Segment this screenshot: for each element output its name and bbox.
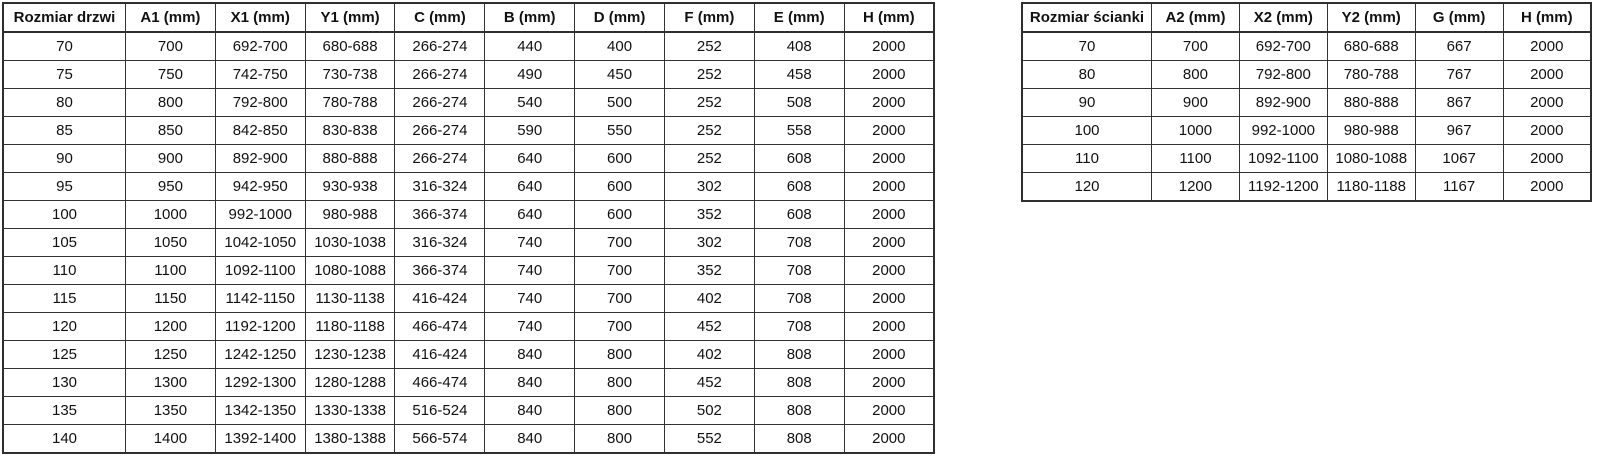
table-cell: 967 [1415, 117, 1503, 145]
table-cell: 892-900 [215, 145, 305, 173]
table-cell: 800 [575, 369, 665, 397]
table-row [1022, 32, 1591, 61]
table-cell: 740 [485, 257, 575, 285]
table-row [1022, 173, 1591, 202]
table-cell: 266-274 [395, 117, 485, 145]
table-cell: 1000 [1152, 117, 1240, 145]
table-row [3, 229, 934, 257]
table-cell: 1330-1338 [305, 397, 395, 425]
table-cell: 780-788 [305, 89, 395, 117]
table-cell: 1242-1250 [215, 341, 305, 369]
table-cell: 840 [485, 369, 575, 397]
header-row [3, 3, 934, 32]
table-cell: 266-274 [395, 145, 485, 173]
table-cell: 780-788 [1327, 61, 1415, 89]
table-cell: 740 [485, 285, 575, 313]
table-cell: 135 [3, 397, 126, 425]
table-cell: 452 [664, 369, 754, 397]
table-cell: 1230-1238 [305, 341, 395, 369]
table-cell: 708 [754, 229, 844, 257]
table-cell: 1250 [126, 341, 216, 369]
table-cell: 550 [575, 117, 665, 145]
table-cell: 1142-1150 [215, 285, 305, 313]
table-cell: 808 [754, 369, 844, 397]
table-cell: 600 [575, 201, 665, 229]
table-row [3, 425, 934, 454]
table-cell: 850 [126, 117, 216, 145]
table-cell: 100 [3, 201, 126, 229]
header-row [1022, 3, 1591, 32]
table-cell: 600 [575, 145, 665, 173]
table-row [3, 285, 934, 313]
table-cell: 742-750 [215, 61, 305, 89]
table-row [1022, 89, 1591, 117]
table-cell: 1180-1188 [305, 313, 395, 341]
table-cell: 252 [664, 145, 754, 173]
table-cell: 408 [754, 32, 844, 61]
table-cell: 1150 [126, 285, 216, 313]
table-cell: 1400 [126, 425, 216, 454]
table-cell: 1000 [126, 201, 216, 229]
table-cell: 1350 [126, 397, 216, 425]
table-cell: 808 [754, 341, 844, 369]
table-cell: 892-900 [1239, 89, 1327, 117]
table-cell: 2000 [844, 173, 934, 201]
table-cell: 302 [664, 229, 754, 257]
table-cell: 110 [3, 257, 126, 285]
table-row [3, 117, 934, 145]
table-row [3, 173, 934, 201]
table-cell: 2000 [844, 425, 934, 454]
table-cell: 980-988 [1327, 117, 1415, 145]
table-cell: 95 [3, 173, 126, 201]
table-cell: 366-374 [395, 257, 485, 285]
table-cell: 867 [1415, 89, 1503, 117]
table-cell: 440 [485, 32, 575, 61]
table-cell: 70 [3, 32, 126, 61]
table-cell: 1380-1388 [305, 425, 395, 454]
table-cell: 1167 [1415, 173, 1503, 202]
table-cell: 80 [3, 89, 126, 117]
column-header: E (mm) [754, 3, 844, 32]
table-cell: 2000 [844, 89, 934, 117]
table-cell: 708 [754, 285, 844, 313]
table-cell: 842-850 [215, 117, 305, 145]
table-row [3, 341, 934, 369]
table-cell: 840 [485, 397, 575, 425]
table-cell: 252 [664, 32, 754, 61]
table-cell: 2000 [844, 313, 934, 341]
table-cell: 266-274 [395, 61, 485, 89]
table-cell: 992-1000 [1239, 117, 1327, 145]
table-cell: 115 [3, 285, 126, 313]
table-cell: 1042-1050 [215, 229, 305, 257]
table-cell: 266-274 [395, 32, 485, 61]
table-cell: 85 [3, 117, 126, 145]
table-cell: 1300 [126, 369, 216, 397]
table-row [3, 201, 934, 229]
table-cell: 252 [664, 61, 754, 89]
table-cell: 2000 [844, 369, 934, 397]
table-cell: 830-838 [305, 117, 395, 145]
table-cell: 840 [485, 341, 575, 369]
table-cell: 2000 [844, 257, 934, 285]
column-header: A1 (mm) [126, 3, 216, 32]
table-cell: 500 [575, 89, 665, 117]
table-cell: 800 [126, 89, 216, 117]
table-cell: 708 [754, 257, 844, 285]
table-cell: 416-424 [395, 285, 485, 313]
table-row [3, 313, 934, 341]
table-cell: 2000 [844, 229, 934, 257]
table-cell: 125 [3, 341, 126, 369]
table-row [3, 32, 934, 61]
table-cell: 402 [664, 285, 754, 313]
table-cell: 1392-1400 [215, 425, 305, 454]
table-cell: 730-738 [305, 61, 395, 89]
table-cell: 680-688 [305, 32, 395, 61]
table-cell: 1292-1300 [215, 369, 305, 397]
door-sizes-table-header [3, 3, 934, 32]
table-cell: 800 [575, 397, 665, 425]
table-cell: 266-274 [395, 89, 485, 117]
table-cell: 316-324 [395, 173, 485, 201]
column-header: Rozmiar drzwi [3, 3, 126, 32]
table-cell: 590 [485, 117, 575, 145]
table-cell: 1130-1138 [305, 285, 395, 313]
table-cell: 2000 [844, 32, 934, 61]
wall-sizes-table-body [1022, 32, 1591, 201]
table-cell: 400 [575, 32, 665, 61]
table-cell: 416-424 [395, 341, 485, 369]
table-row [1022, 145, 1591, 173]
table-cell: 800 [575, 341, 665, 369]
table-cell: 352 [664, 201, 754, 229]
table-cell: 608 [754, 173, 844, 201]
table-row [1022, 117, 1591, 145]
table-cell: 680-688 [1327, 32, 1415, 61]
table-cell: 640 [485, 173, 575, 201]
table-cell: 640 [485, 201, 575, 229]
table-cell: 740 [485, 313, 575, 341]
table-cell: 502 [664, 397, 754, 425]
table-cell: 2000 [844, 145, 934, 173]
table-cell: 2000 [844, 397, 934, 425]
table-cell: 2000 [844, 285, 934, 313]
table-cell: 692-700 [215, 32, 305, 61]
table-cell: 1092-1100 [215, 257, 305, 285]
wall-sizes-table-header [1022, 3, 1591, 32]
column-header: X1 (mm) [215, 3, 305, 32]
table-cell: 366-374 [395, 201, 485, 229]
column-header: Y1 (mm) [305, 3, 395, 32]
table-cell: 316-324 [395, 229, 485, 257]
table-cell: 640 [485, 145, 575, 173]
table-cell: 808 [754, 397, 844, 425]
table-cell: 490 [485, 61, 575, 89]
table-cell: 880-888 [1327, 89, 1415, 117]
table-row [3, 369, 934, 397]
table-cell: 692-700 [1239, 32, 1327, 61]
table-row [3, 61, 934, 89]
table-cell: 105 [3, 229, 126, 257]
table-row [3, 89, 934, 117]
table-cell: 608 [754, 145, 844, 173]
table-cell: 800 [1152, 61, 1240, 89]
column-header: Y2 (mm) [1327, 3, 1415, 32]
column-header: H (mm) [844, 3, 934, 32]
table-cell: 1100 [126, 257, 216, 285]
table-cell: 466-474 [395, 313, 485, 341]
door-sizes-table [2, 2, 935, 454]
table-cell: 700 [126, 32, 216, 61]
table-cell: 252 [664, 89, 754, 117]
table-cell: 2000 [1503, 117, 1591, 145]
table-cell: 930-938 [305, 173, 395, 201]
table-cell: 992-1000 [215, 201, 305, 229]
table-cell: 840 [485, 425, 575, 454]
table-cell: 1192-1200 [215, 313, 305, 341]
table-cell: 458 [754, 61, 844, 89]
column-header: F (mm) [664, 3, 754, 32]
table-cell: 402 [664, 341, 754, 369]
table-cell: 1050 [126, 229, 216, 257]
table-cell: 1200 [1152, 173, 1240, 202]
table-cell: 120 [3, 313, 126, 341]
table-cell: 900 [126, 145, 216, 173]
table-cell: 1200 [126, 313, 216, 341]
table-cell: 942-950 [215, 173, 305, 201]
table-cell: 2000 [1503, 173, 1591, 202]
column-header: H (mm) [1503, 3, 1591, 32]
table-cell: 740 [485, 229, 575, 257]
table-cell: 808 [754, 425, 844, 454]
table-cell: 100 [1022, 117, 1152, 145]
table-cell: 80 [1022, 61, 1152, 89]
table-cell: 950 [126, 173, 216, 201]
table-cell: 1080-1088 [1327, 145, 1415, 173]
column-header: G (mm) [1415, 3, 1503, 32]
table-cell: 700 [575, 285, 665, 313]
table-cell: 708 [754, 313, 844, 341]
table-cell: 600 [575, 173, 665, 201]
table-cell: 540 [485, 89, 575, 117]
table-cell: 140 [3, 425, 126, 454]
column-header: D (mm) [575, 3, 665, 32]
table-cell: 2000 [1503, 145, 1591, 173]
door-sizes-table-body [3, 32, 934, 453]
table-cell: 1342-1350 [215, 397, 305, 425]
table-cell: 1280-1288 [305, 369, 395, 397]
table-cell: 767 [1415, 61, 1503, 89]
table-cell: 252 [664, 117, 754, 145]
table-row [1022, 61, 1591, 89]
table-cell: 750 [126, 61, 216, 89]
table-cell: 608 [754, 201, 844, 229]
table-cell: 352 [664, 257, 754, 285]
table-cell: 792-800 [215, 89, 305, 117]
table-cell: 800 [575, 425, 665, 454]
table-cell: 120 [1022, 173, 1152, 202]
table-cell: 90 [3, 145, 126, 173]
table-cell: 1180-1188 [1327, 173, 1415, 202]
column-header: C (mm) [395, 3, 485, 32]
table-row [3, 257, 934, 285]
table-cell: 508 [754, 89, 844, 117]
table-cell: 452 [664, 313, 754, 341]
table-cell: 980-988 [305, 201, 395, 229]
column-header: X2 (mm) [1239, 3, 1327, 32]
table-row [3, 145, 934, 173]
table-cell: 516-524 [395, 397, 485, 425]
table-cell: 1080-1088 [305, 257, 395, 285]
table-cell: 1067 [1415, 145, 1503, 173]
table-cell: 792-800 [1239, 61, 1327, 89]
table-cell: 2000 [844, 61, 934, 89]
table-cell: 70 [1022, 32, 1152, 61]
table-cell: 466-474 [395, 369, 485, 397]
column-header: A2 (mm) [1152, 3, 1240, 32]
table-cell: 880-888 [305, 145, 395, 173]
table-cell: 75 [3, 61, 126, 89]
table-cell: 90 [1022, 89, 1152, 117]
table-cell: 700 [575, 313, 665, 341]
table-cell: 1030-1038 [305, 229, 395, 257]
table-cell: 2000 [1503, 32, 1591, 61]
table-cell: 1100 [1152, 145, 1240, 173]
table-cell: 450 [575, 61, 665, 89]
table-row [3, 397, 934, 425]
wall-sizes-table [1021, 2, 1592, 202]
table-cell: 2000 [1503, 61, 1591, 89]
column-header: B (mm) [485, 3, 575, 32]
column-header: Rozmiar ścianki [1022, 3, 1152, 32]
table-cell: 130 [3, 369, 126, 397]
table-cell: 700 [575, 229, 665, 257]
table-cell: 667 [1415, 32, 1503, 61]
table-cell: 110 [1022, 145, 1152, 173]
table-cell: 700 [1152, 32, 1240, 61]
table-cell: 1192-1200 [1239, 173, 1327, 202]
table-cell: 700 [575, 257, 665, 285]
table-cell: 558 [754, 117, 844, 145]
table-cell: 2000 [844, 117, 934, 145]
table-cell: 900 [1152, 89, 1240, 117]
table-cell: 552 [664, 425, 754, 454]
table-cell: 1092-1100 [1239, 145, 1327, 173]
table-cell: 566-574 [395, 425, 485, 454]
table-cell: 2000 [1503, 89, 1591, 117]
table-cell: 2000 [844, 201, 934, 229]
table-cell: 2000 [844, 341, 934, 369]
table-cell: 302 [664, 173, 754, 201]
